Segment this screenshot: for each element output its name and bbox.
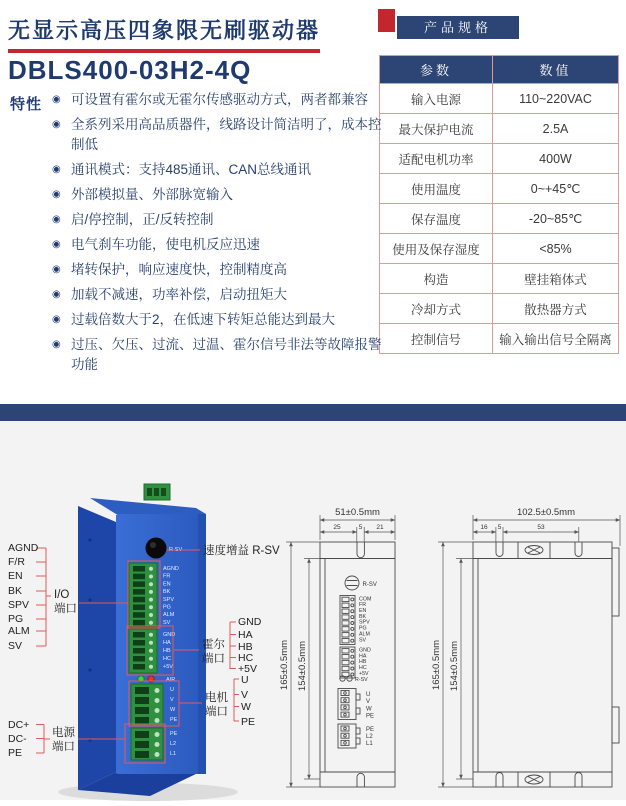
value-cell: 400W bbox=[493, 144, 619, 174]
svg-text:SV: SV bbox=[359, 637, 367, 644]
svg-text:HC: HC bbox=[359, 665, 367, 672]
feature-item: ◉ 全系列采用高品质器件，线路设计简洁明了，成本控制低 bbox=[52, 117, 382, 152]
svg-text:AGND: AGND bbox=[8, 542, 39, 554]
svg-text:PG: PG bbox=[359, 625, 367, 632]
param-cell: 冷却方式 bbox=[380, 294, 493, 324]
side-bottom-slot-1 bbox=[496, 773, 503, 788]
features-list bbox=[52, 90, 386, 380]
svg-text:电源: 电源 bbox=[52, 727, 75, 739]
svg-text:DC-: DC- bbox=[8, 733, 27, 745]
svg-text:+5V: +5V bbox=[163, 664, 173, 670]
svg-text:HB: HB bbox=[163, 648, 171, 654]
svg-text:DC+: DC+ bbox=[8, 719, 30, 731]
svg-text:+5V: +5V bbox=[238, 663, 257, 675]
svg-text:端口: 端口 bbox=[202, 653, 225, 665]
speed-gain-knob[interactable] bbox=[146, 538, 167, 559]
front-view-drawing bbox=[279, 507, 395, 787]
svg-text:EN: EN bbox=[8, 570, 23, 582]
bullet-icon: ◉ bbox=[52, 239, 61, 250]
svg-text:速度增益 R-SV: 速度增益 R-SV bbox=[203, 545, 280, 557]
feature-item: ◉ 堵转保护，响应速度快，控制精度高 bbox=[52, 260, 386, 280]
bullet-icon: ◉ bbox=[52, 214, 61, 225]
param-cell: 保存温度 bbox=[380, 204, 493, 234]
svg-text:BK: BK bbox=[8, 585, 23, 597]
svg-text:53: 53 bbox=[537, 524, 545, 531]
svg-text:ALM: ALM bbox=[8, 625, 30, 637]
device-back-plate bbox=[78, 506, 116, 790]
front-hall-pin-labels bbox=[359, 647, 371, 677]
table-row bbox=[380, 174, 619, 204]
side-heatsink-fin bbox=[612, 548, 619, 616]
side-view-body bbox=[473, 542, 612, 787]
svg-text:+5V: +5V bbox=[359, 671, 369, 677]
power-terminal-block[interactable] bbox=[131, 728, 163, 760]
svg-text:25: 25 bbox=[333, 524, 341, 531]
bullet-icon: ◉ bbox=[52, 264, 61, 275]
table-header-row bbox=[380, 56, 619, 84]
svg-text:U: U bbox=[170, 687, 174, 693]
feature-item: ◉ 启/停控制，正/反转控制 bbox=[52, 210, 386, 230]
bullet-icon: ◉ bbox=[52, 314, 61, 325]
bullet-icon: ◉ bbox=[52, 189, 61, 200]
svg-text:U: U bbox=[241, 674, 249, 686]
value-cell: 壁挂箱体式 bbox=[493, 264, 619, 294]
front-motor-pin-labels bbox=[366, 692, 374, 720]
front-height-inner-dim: 154±0.5mm bbox=[297, 640, 308, 692]
bullet-icon: ◉ bbox=[52, 339, 61, 350]
spec-table bbox=[379, 55, 619, 354]
column-header-value: 数值 bbox=[493, 56, 619, 84]
svg-text:R-SV: R-SV bbox=[362, 581, 377, 588]
svg-text:EN: EN bbox=[359, 608, 367, 614]
knob-print-label: R-SV bbox=[169, 547, 183, 553]
svg-text:电机: 电机 bbox=[205, 692, 228, 704]
table-row bbox=[380, 84, 619, 114]
param-cell: 控制信号 bbox=[380, 324, 493, 354]
side-height-inner-dim: 154±0.5mm bbox=[449, 640, 460, 692]
svg-text:SV: SV bbox=[8, 640, 23, 652]
svg-text:端口: 端口 bbox=[52, 741, 75, 753]
bullet-icon: ◉ bbox=[52, 119, 61, 130]
svg-text:COM: COM bbox=[359, 596, 372, 603]
svg-text:W: W bbox=[170, 707, 176, 713]
io-terminal-block[interactable] bbox=[129, 563, 157, 627]
svg-text:端口: 端口 bbox=[54, 603, 77, 615]
section-divider-bar bbox=[0, 404, 626, 421]
svg-text:5: 5 bbox=[497, 524, 502, 531]
svg-text:GND: GND bbox=[359, 647, 371, 654]
svg-text:I/O: I/O bbox=[54, 589, 70, 601]
svg-text:SPV: SPV bbox=[359, 619, 370, 626]
svg-text:PE: PE bbox=[366, 713, 375, 720]
side-bottom-slot-2 bbox=[575, 773, 582, 788]
param-cell: 最大保护电流 bbox=[380, 114, 493, 144]
svg-text:SPV: SPV bbox=[8, 599, 30, 611]
svg-text:BK: BK bbox=[163, 589, 171, 596]
front-width-dim: 51±0.5mm bbox=[335, 507, 380, 518]
svg-text:EN: EN bbox=[163, 581, 171, 588]
features-label: 特性 bbox=[10, 96, 43, 113]
spec-section-title: 产品规格 bbox=[397, 16, 519, 39]
param-cell: 使用及保存湿度 bbox=[380, 234, 493, 264]
svg-text:FR: FR bbox=[359, 602, 367, 609]
page-title: 无显示高压四象限无刷驱动器 bbox=[8, 14, 320, 53]
diagrams-figure bbox=[0, 420, 626, 806]
value-cell: 散热器方式 bbox=[493, 294, 619, 324]
svg-text:霍尔: 霍尔 bbox=[202, 639, 225, 651]
param-cell: 输入电源 bbox=[380, 84, 493, 114]
side-view-drawing bbox=[431, 507, 620, 787]
param-cell: 适配电机功率 bbox=[380, 144, 493, 174]
svg-text:HB: HB bbox=[238, 641, 253, 653]
svg-text:SPV: SPV bbox=[163, 596, 175, 603]
param-cell: 使用温度 bbox=[380, 174, 493, 204]
svg-text:HA: HA bbox=[238, 629, 253, 641]
svg-text:L1: L1 bbox=[170, 751, 177, 757]
svg-text:U: U bbox=[366, 692, 371, 698]
side-height-outer-dim: 165±0.5mm bbox=[431, 639, 442, 691]
svg-text:HB: HB bbox=[359, 659, 367, 666]
svg-text:SV: SV bbox=[163, 619, 171, 626]
svg-text:GND: GND bbox=[238, 616, 262, 628]
svg-text:端口: 端口 bbox=[205, 706, 228, 718]
svg-text:W: W bbox=[366, 706, 372, 713]
svg-text:F/R: F/R bbox=[8, 556, 25, 568]
red-accent-square bbox=[378, 9, 395, 32]
fan-vent-icon-bottom bbox=[525, 775, 543, 784]
svg-text:5: 5 bbox=[358, 524, 363, 531]
feature-item: ◉ 过压、欠压、过流、过温、霍尔信号非法等故障报警功能 bbox=[52, 337, 382, 372]
bullet-icon: ◉ bbox=[52, 289, 61, 300]
svg-text:GND: GND bbox=[163, 632, 176, 638]
fan-vent-icon-top bbox=[525, 546, 543, 555]
bullet-icon: ◉ bbox=[52, 164, 61, 175]
svg-text:L1: L1 bbox=[366, 741, 373, 748]
svg-text:L2: L2 bbox=[366, 734, 373, 740]
table-row bbox=[380, 294, 619, 324]
motor-terminal-block[interactable] bbox=[131, 684, 163, 726]
svg-text:V: V bbox=[241, 689, 249, 701]
table-row bbox=[380, 204, 619, 234]
table-row bbox=[380, 324, 619, 354]
device-photo bbox=[8, 484, 280, 801]
svg-text:PG: PG bbox=[163, 604, 171, 611]
table-row bbox=[380, 144, 619, 174]
svg-text:HC: HC bbox=[238, 652, 254, 664]
svg-text:PE: PE bbox=[366, 726, 375, 733]
svg-text:PE: PE bbox=[170, 717, 178, 723]
svg-text:16: 16 bbox=[480, 524, 488, 531]
front-led-label: R-SV bbox=[355, 676, 368, 683]
svg-text:V: V bbox=[170, 697, 174, 703]
svg-text:PE: PE bbox=[241, 716, 256, 728]
model-number: DBLS400-03H2-4Q bbox=[8, 55, 252, 85]
front-height-outer-dim: 165±0.5mm bbox=[279, 639, 290, 691]
param-cell: 构造 bbox=[380, 264, 493, 294]
svg-text:ALM: ALM bbox=[163, 612, 175, 619]
front-io-pin-labels bbox=[359, 596, 371, 643]
bullet-icon: ◉ bbox=[52, 94, 61, 105]
table-row bbox=[380, 234, 619, 264]
svg-text:PG: PG bbox=[8, 613, 24, 625]
top-mount-slot bbox=[357, 542, 364, 558]
svg-text:BK: BK bbox=[359, 613, 367, 620]
front-power-pin-labels bbox=[366, 727, 374, 747]
value-cell: 110~220VAC bbox=[493, 84, 619, 114]
feature-item: ◉ 过载倍数大于2，在低速下转矩总能达到最大 bbox=[52, 310, 386, 330]
svg-text:HA: HA bbox=[359, 653, 367, 660]
table-row bbox=[380, 264, 619, 294]
svg-text:PE: PE bbox=[8, 747, 23, 759]
side-width-dim: 102.5±0.5mm bbox=[516, 507, 576, 518]
value-cell: 0~+45℃ bbox=[493, 174, 619, 204]
value-cell: <85% bbox=[493, 234, 619, 264]
bottom-mount-slot bbox=[357, 773, 364, 787]
svg-text:W: W bbox=[241, 701, 251, 713]
svg-text:HA: HA bbox=[163, 640, 171, 646]
value-cell: -20~85℃ bbox=[493, 204, 619, 234]
feature-item: ◉ 加载不减速，功率补偿，启动扭矩大 bbox=[52, 285, 386, 305]
svg-text:L2: L2 bbox=[170, 741, 177, 747]
column-header-param: 参数 bbox=[380, 56, 493, 84]
feature-item: ◉ 外部模拟量、外部脉宽输入 bbox=[52, 185, 386, 205]
side-top-slot-2 bbox=[575, 542, 582, 557]
feature-item: ◉ 通讯模式：支持485通讯、CAN总线通讯 bbox=[52, 160, 386, 180]
svg-text:V: V bbox=[366, 699, 371, 706]
value-cell: 2.5A bbox=[493, 114, 619, 144]
side-top-slot-1 bbox=[496, 542, 503, 557]
feature-item: ◉ 可设置有霍尔或无霍尔传感驱动方式，两者都兼容 bbox=[52, 90, 386, 110]
svg-text:FR: FR bbox=[163, 573, 171, 580]
hall-terminal-block[interactable] bbox=[129, 629, 157, 673]
front-led-2 bbox=[347, 676, 352, 681]
svg-text:21: 21 bbox=[376, 524, 384, 531]
feature-item: ◉ 电气刹车功能，使电机反应迅速 bbox=[52, 235, 386, 255]
potentiometer-icon bbox=[345, 576, 359, 590]
svg-text:AGND: AGND bbox=[163, 566, 179, 572]
panel-print-led: AIR bbox=[166, 677, 176, 683]
table-row bbox=[380, 114, 619, 144]
svg-text:ALM: ALM bbox=[359, 631, 370, 638]
svg-text:HC: HC bbox=[163, 656, 171, 662]
svg-text:PE: PE bbox=[170, 731, 178, 737]
value-cell: 输入输出信号全隔离 bbox=[493, 324, 619, 354]
